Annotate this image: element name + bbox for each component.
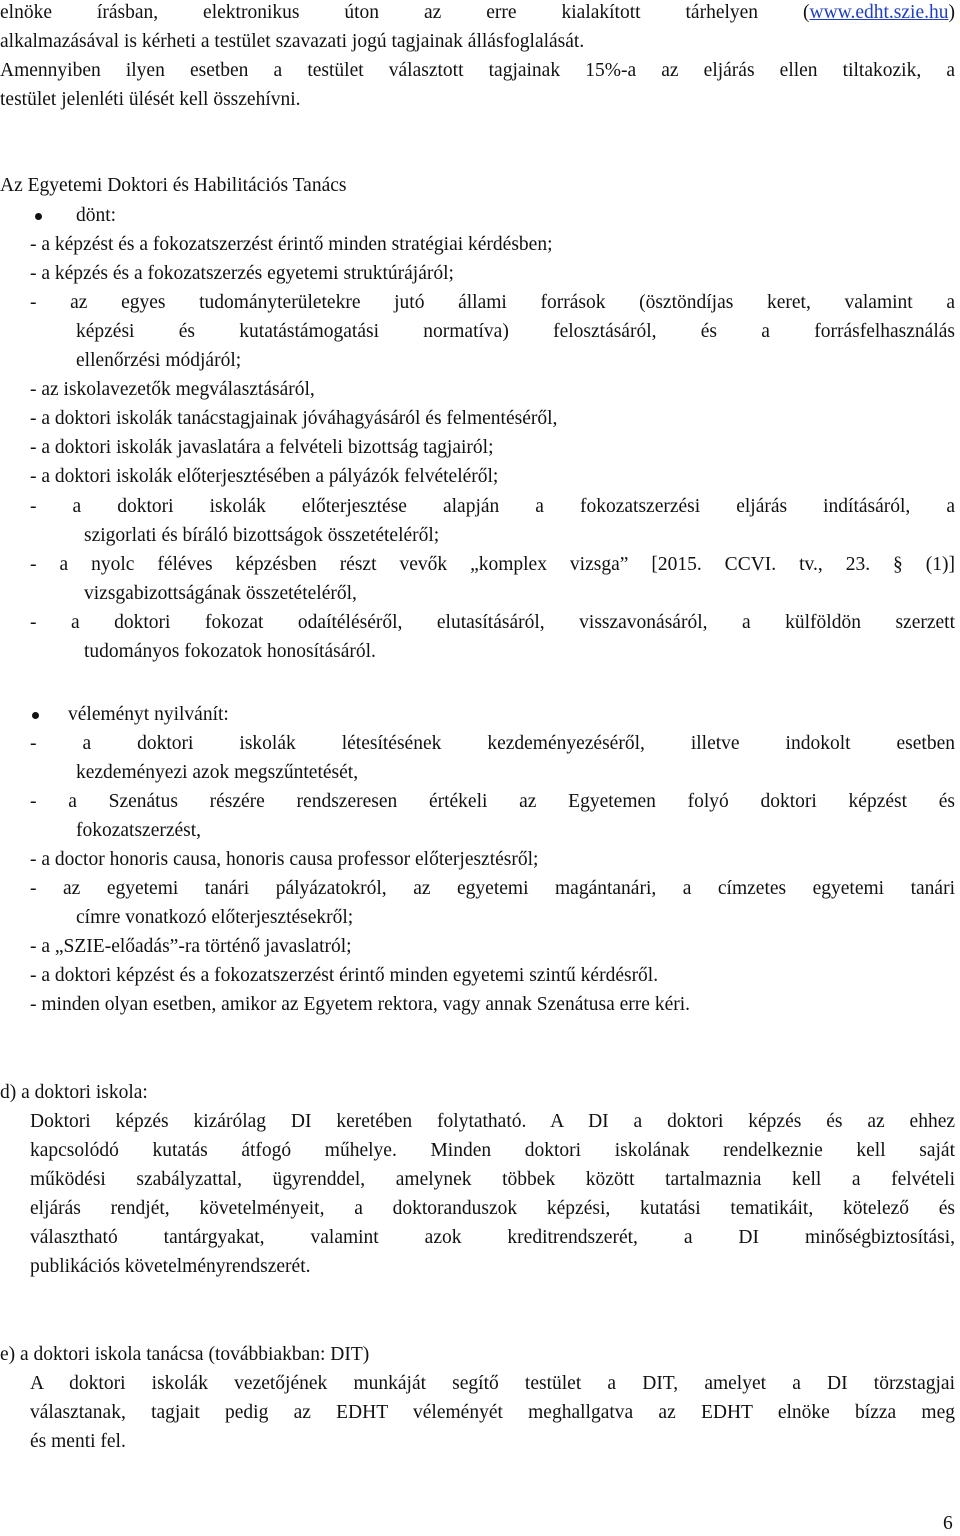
decides-item: - a doktori iskolák előterjesztése alapján a fokozatszerzési eljárás indításáról, a (30, 496, 955, 517)
decides-item: - a képzés és a fokozatszerzés egyetemi struktúrájáról; (30, 263, 454, 284)
decides-item: - a doktori iskolák tanácstagjainak jóváhagyásáról és felmentéséről, (30, 408, 558, 429)
decides-item: - a nyolc féléves képzésben részt vevők „komplex vizsga” [2015. CCVI. tv., 23. § (1)] (30, 554, 955, 575)
opinion-item: - minden olyan esetben, amikor az Egyetem rektora, vagy annak Szenátusa erre kéri. (30, 994, 691, 1015)
decides-item: szigorlati és bíráló bizottságok összetételéről; (84, 525, 440, 546)
intro-line-3: Amennyiben ilyen esetben a testület választott tagjainak 15%-a az eljárás ellen tiltakozik, a (0, 60, 955, 81)
intro-line-4: testület jelenléti ülését kell összehívni. (0, 89, 301, 110)
section-e-line: és menti fel. (30, 1431, 126, 1452)
section-d-line: Doktori képzés kizárólag DI keretében folytatható. A DI a doktori képzés és az ehhez (30, 1111, 955, 1132)
bullet-icon (35, 213, 42, 220)
opinion-item: - a Szenátus részére rendszeresen értékeli az Egyetemen folyó doktori képzést és (30, 791, 955, 812)
opinion-item: címre vonatkozó előterjesztésekről; (76, 907, 354, 928)
opinion-item: kezdeményezi azok megszűntetését, (76, 762, 359, 783)
decides-item: - az egyes tudományterületekre jutó állami források (ösztöndíjas keret, valamint a (30, 292, 955, 313)
decides-item: - a doktori iskolák előterjesztésében a pályázók felvételéről; (30, 466, 499, 487)
decides-item: - a képzést és a fokozatszerzést érintő minden stratégiai kérdésben; (30, 234, 553, 255)
decides-item: képzési és kutatástámogatási normatíva) felosztásáról, és a forrásfelhasználás (76, 321, 955, 342)
decides-item: - az iskolavezetők megválasztásáról, (30, 379, 315, 400)
decides-item: tudományos fokozatok honosításáról. (84, 641, 376, 662)
opinion-item: - az egyetemi tanári pályázatokról, az egyetemi magántanári, a címzetes egyetemi tanári (30, 878, 955, 899)
intro-line-1-close: ) (948, 2, 955, 23)
section-d-heading: d) a doktori iskola: (0, 1082, 148, 1103)
opinion-item: - a „SZIE-előadás”-ra történő javaslatról; (30, 936, 352, 957)
section-e-heading: e) a doktori iskola tanácsa (továbbiakban: DIT) (0, 1344, 370, 1365)
opinion-label: véleményt nyilvánít: (68, 704, 229, 725)
opinion-item: fokozatszerzést, (76, 820, 202, 841)
section-d-line: működési szabályzattal, ügyrenddel, amelynek többek között tartalmaznia kell a felvételi (30, 1169, 955, 1190)
section-d-line: kapcsolódó kutatás átfogó műhelye. Minden doktori iskolának rendelkeznie kell saját (30, 1140, 955, 1161)
decides-label: dönt: (76, 205, 117, 226)
section-e-line: választanak, tagjait pedig az EDHT véleményét meghallgatva az EDHT elnöke bízza meg (30, 1402, 955, 1423)
council-title: Az Egyetemi Doktori és Habilitációs Tanács (0, 175, 347, 196)
opinion-item: - a doktori képzést és a fokozatszerzést érintő minden egyetemi szintű kérdésről. (30, 965, 659, 986)
decides-item: ellenőrzési módjáról; (76, 350, 242, 371)
decides-item: - a doktori fokozat odaítéléséről, elutasításáról, visszavonásáról, a külföldön szerzett (30, 612, 955, 633)
intro-line-1 (0, 0, 955, 26)
section-e-line: A doktori iskolák vezetőjének munkáját segítő testület a DIT, amelyet a DI törzstagjai (30, 1373, 955, 1394)
edht-website-link[interactable]: www.edht.szie.hu (809, 2, 949, 23)
section-d-line: publikációs követelményrendszerét. (30, 1256, 311, 1277)
decides-item: - a doktori iskolák javaslatára a felvételi bizottság tagjairól; (30, 437, 494, 458)
opinion-item: - a doctor honoris causa, honoris causa professor előterjesztésről; (30, 849, 539, 870)
bullet-icon (32, 712, 39, 719)
intro-line-1-text: elnöke írásban, elektronikus úton az erre kialakított tárhelyen ( (0, 2, 810, 23)
page-number: 6 (943, 1513, 953, 1534)
opinion-item: - a doktori iskolák létesítésének kezdeményezéséről, illetve indokolt esetben (30, 733, 955, 754)
decides-item: vizsgabizottságának összetételéről, (84, 583, 357, 604)
section-d-line: választható tantárgyakat, valamint azok kreditrendszerét, a DI minőségbiztosítási, (30, 1227, 955, 1248)
intro-line-2: alkalmazásával is kérheti a testület szavazati jogú tagjainak állásfoglalását. (0, 31, 585, 52)
section-d-line: eljárás rendjét, követelményeit, a doktoranduszok képzési, kutatási tematikáit, kötelező és (30, 1198, 955, 1219)
